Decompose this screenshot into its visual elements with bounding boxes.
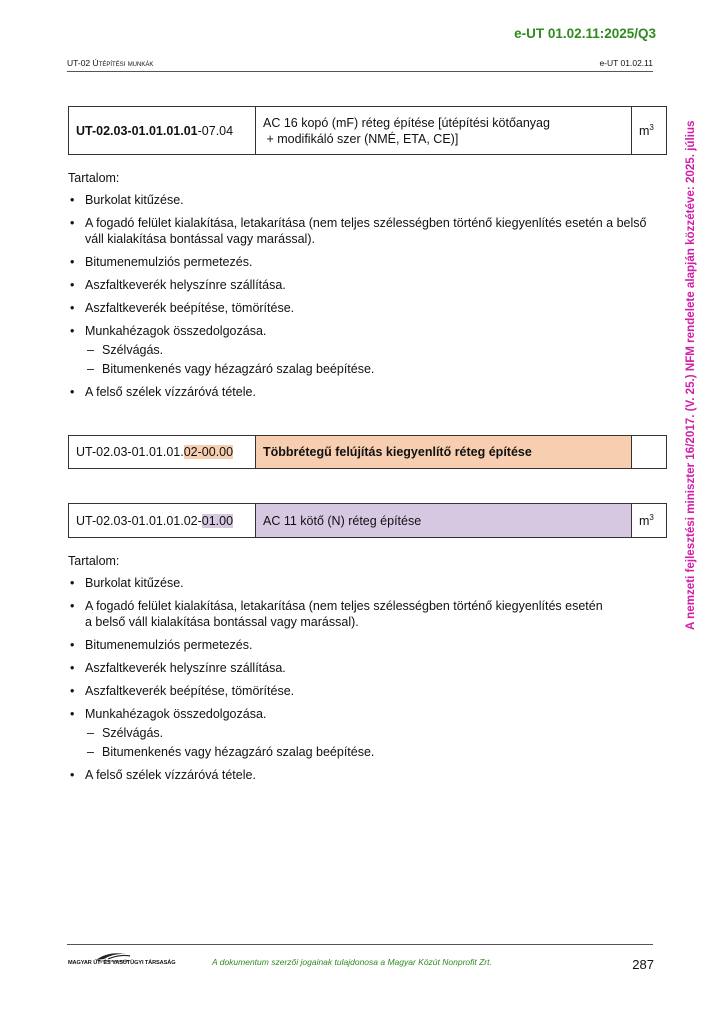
content-block-1	[68, 170, 658, 407]
sub-item: – Bitumenkenés vagy hézagzáró szalag beépítése.	[87, 362, 375, 376]
document-id: e-UT 01.02.11:2025/Q3	[514, 26, 656, 41]
item-unit-3: $m^3$	[632, 504, 667, 538]
item-table-3	[68, 503, 667, 538]
list-item: • Munkahézagok összedolgozása. – Szélvágás. – Bitumenkenés vagy hézagzáró szalag beépítése.	[68, 323, 658, 377]
footer-divider	[67, 944, 653, 945]
content-list	[68, 575, 658, 783]
list-item: • A felső szélek vízzáróvá tétele.	[70, 768, 256, 782]
sub-item: – Bitumenkenés vagy hézagzáró szalag beépítése.	[87, 745, 375, 759]
side-legal-note: A nemzeti fejlesztési miniszter 16/2017. (V. 25.) NFM rendelete alapján közzétéve: 2025. július	[684, 120, 697, 630]
list-item: • Munkahézagok összedolgozása. – Szélvágás. – Bitumenkenés vagy hézagzáró szalag beépítése.	[68, 706, 658, 760]
header-right: e-UT 01.02.11	[599, 58, 653, 68]
item-unit-2	[632, 436, 667, 469]
content-heading: Tartalom:	[68, 171, 120, 185]
sub-item: – Szélvágás.	[87, 726, 164, 740]
copyright-notice: A dokumentum szerzői jogainak tulajdonosa a Magyar Közút Nonprofit Zrt.	[212, 957, 492, 967]
list-item: • Aszfaltkeverék beépítése, tömörítése.	[70, 301, 295, 315]
running-header	[67, 58, 653, 72]
item-table-1	[68, 106, 667, 155]
list-item: • Bitumenemulziós permetezés.	[70, 638, 253, 652]
list-item: • Aszfaltkeverék helyszínre szállítása.	[70, 278, 286, 292]
list-item: • Bitumenemulziós permetezés.	[70, 255, 253, 269]
item-code-2: UT-02.03-01.01.01.02-00.00	[69, 436, 256, 469]
item-unit-1: $m^3$	[632, 107, 667, 155]
content-block-2	[68, 553, 658, 790]
item-table-2	[68, 435, 667, 469]
list-item: • Aszfaltkeverék helyszínre szállítása.	[70, 661, 286, 675]
content-list	[68, 192, 658, 400]
item-title-3: AC 11 kötő (N) réteg építése	[256, 504, 632, 538]
item-title-1: AC 16 kopó (mF) réteg építése [útépítési kötőanyag + modifikáló szer (NMÉ, ETA, CE)]	[256, 107, 632, 155]
list-item: • A felső szélek vízzáróvá tétele.	[70, 385, 256, 399]
list-item: • Burkolat kitűzése.	[70, 193, 184, 207]
header-left: UT-02 Útépítési munkák	[67, 58, 154, 68]
item-code-3: UT-02.03-01.01.01.02-01.00	[69, 504, 256, 538]
sub-item: – Szélvágás.	[87, 343, 164, 357]
list-item: • Burkolat kitűzése.	[70, 576, 184, 590]
list-item: • A fogadó felület kialakítása, letakarítása (nem teljes szélességben történő kiegyenlítés esetén a belső váll kialakítása bontással vagy marással).	[70, 599, 603, 629]
item-code-1: UT-02.03-01.01.01.01-07.04	[69, 107, 256, 155]
content-heading: Tartalom:	[68, 554, 120, 568]
logo-text: MAGYAR ÚT- ÉS VASÚTÜGYI TÁRSASÁG	[68, 960, 176, 966]
header-section-title: Útépítési munkák	[92, 58, 154, 68]
list-item: • A fogadó felület kialakítása, letakarítása (nem teljes szélességben történő kiegyenlítés esetén a belső váll kialakítása bontással vagy marással).	[70, 216, 647, 246]
page-number: 287	[632, 957, 654, 972]
item-title-2: Többrétegű felújítás kiegyenlítő réteg építése	[256, 436, 632, 469]
list-item: • Aszfaltkeverék beépítése, tömörítése.	[70, 684, 295, 698]
